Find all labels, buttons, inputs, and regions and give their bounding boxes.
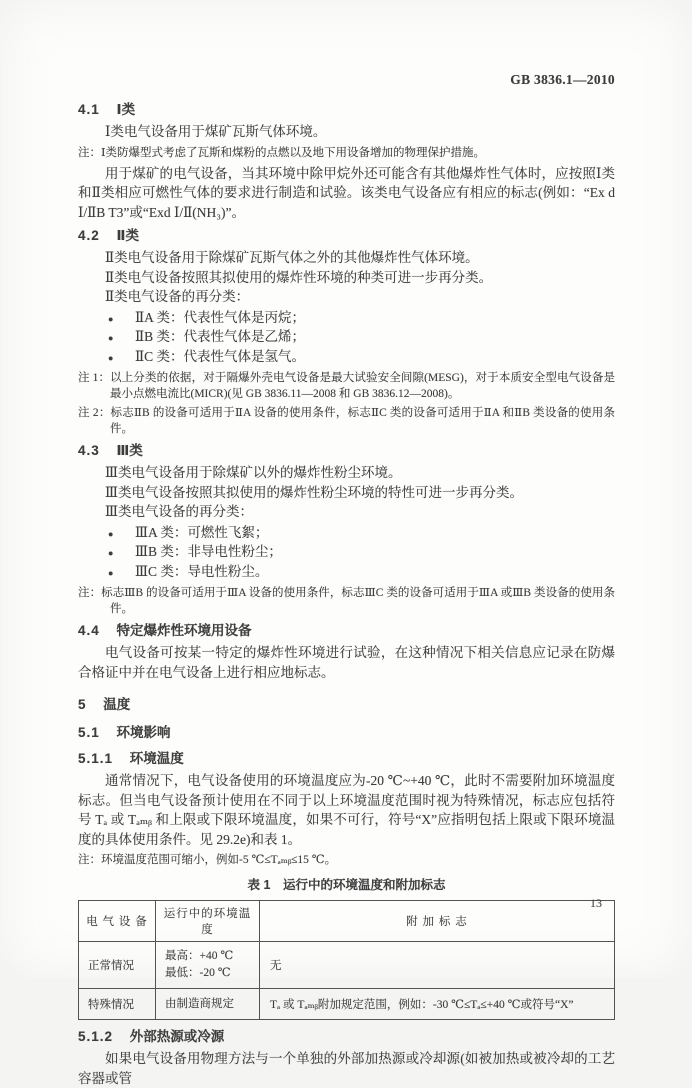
heading-number: 5 (78, 697, 87, 712)
paragraph: Ⅲ类电气设备的再分类： (105, 504, 254, 519)
bullet-icon: ● (108, 548, 114, 558)
list-item (78, 524, 615, 544)
note: 注：环境温度范围可缩小，例如-5 ℃≤Tₐₘᵦ≤15 ℃。 (78, 854, 337, 866)
table-header-row (79, 901, 615, 942)
paragraph: Ⅱ类电气设备用于除煤矿瓦斯气体之外的其他爆炸性气体环境。 (105, 250, 479, 265)
paragraph: Ⅱ类电气设备的再分类： (105, 289, 250, 304)
heading-title: Ⅰ类 (116, 102, 136, 117)
table-header-cell: 电 气 设 备 (79, 901, 156, 942)
document-content (78, 72, 615, 1088)
table-row (79, 989, 615, 1020)
table-cell (156, 942, 260, 989)
bullet-icon: ● (108, 333, 114, 343)
standard-number: GB 3836.1—2010 (510, 72, 615, 87)
section-4-3-heading (78, 442, 615, 460)
table-1 (78, 900, 615, 1020)
list-item (78, 543, 615, 563)
group-ii-classification-list (78, 309, 615, 368)
table-cell: 由制造商规定 (156, 989, 260, 1020)
list-item-text: ⅢA 类：可燃性飞絮； (135, 524, 269, 540)
list-item (78, 309, 615, 329)
table-row (79, 942, 615, 989)
section-5-1-1-heading (78, 750, 615, 768)
heading-title: 环境影响 (116, 725, 171, 740)
chapter-5-heading (78, 696, 615, 714)
heading-number: 5.1.1 (78, 751, 114, 766)
table-cell-line: 最低：-20 ℃ (165, 967, 231, 979)
list-item-text: ⅢC 类：导电性粉尘。 (135, 563, 269, 579)
heading-number: 4.1 (78, 102, 100, 117)
paragraph: Ⅱ类电气设备按照其拟使用的爆炸性环境的种类可进一步再分类。 (105, 269, 493, 285)
heading-title: 环境温度 (129, 751, 184, 766)
note: 注：Ⅰ类防爆型式考虑了瓦斯和煤粉的点燃以及地下用设备增加的物理保护措施。 (78, 146, 486, 159)
table-caption: 表 1 运行中的环境温度和附加标志 (247, 878, 446, 892)
note: 注：标志ⅢB 的设备可适用于ⅢA 设备的使用条件，标志ⅢC 类的设备可适用于ⅢA 或ⅢB 类设备的使用条件。 (78, 587, 615, 615)
bullet-icon: ● (108, 313, 114, 324)
paragraph: 电气设备可按某一特定的爆炸性环境进行试验，在这种情况下相关信息应记录在防爆合格证中并在电气设备上进行相应地标志。 (78, 645, 615, 680)
heading-number: 4.2 (78, 228, 100, 243)
heading-title: Ⅱ类 (116, 228, 139, 243)
heading-title: 特定爆炸性环境用设备 (116, 623, 252, 638)
table-cell-line: 最高：+40 ℃ (165, 950, 234, 962)
list-item-text: ⅡB 类：代表性气体是乙烯； (135, 329, 306, 344)
list-item-text: ⅡA 类：代表性气体是丙烷； (135, 309, 306, 325)
table-cell: Tₐ 或 Tₐₘᵦ附加规定范围，例如：-30 ℃≤Tₐ≤+40 ℃或符号“X” (260, 989, 615, 1020)
paragraph: Ⅲ类电气设备用于除煤矿以外的爆炸性粉尘环境。 (105, 465, 402, 480)
section-5-1-2-heading (78, 1028, 615, 1046)
list-item (78, 348, 615, 368)
bullet-icon: ● (108, 352, 114, 363)
list-item (78, 328, 615, 348)
heading-number: 4.3 (78, 443, 100, 458)
page-header (78, 72, 615, 88)
paragraph: 如果电气设备用物理方法与一个单独的外部加热源或冷却源(如被加热或被冷却的工艺容器或管 (78, 1051, 615, 1086)
heading-number: 5.1 (78, 725, 100, 740)
table-cell: 特殊情况 (79, 989, 156, 1020)
bullet-icon: ● (108, 567, 114, 578)
section-5-1-heading (78, 724, 615, 742)
group-iii-classification-list (78, 524, 615, 583)
section-4-1-heading (78, 101, 615, 119)
bullet-icon: ● (108, 528, 114, 539)
paragraph: Ⅲ类电气设备按照其拟使用的爆炸性粉尘环境的特性可进一步再分类。 (105, 484, 524, 500)
list-item (78, 563, 615, 583)
section-4-2-heading (78, 227, 615, 245)
table-cell: 正常情况 (79, 942, 156, 989)
table-header-cell: 运行中的环境温度 (156, 901, 260, 942)
list-item-text: ⅡC 类：代表性气体是氢气。 (135, 348, 306, 364)
note: 注 1：以上分类的依据，对于隔爆外壳电气设备是最大试验安全间隙(MESG)，对于本质安全型电气设备是最小点燃电流比(MICR)(见 GB 3836.11—2008 和 GB 3836.12—2008)。 (78, 372, 615, 400)
table-header-cell: 附 加 标 志 (260, 901, 615, 942)
note: 注 2：标志ⅡB 的设备可适用于ⅡA 设备的使用条件，标志ⅡC 类的设备可适用于ⅡA 和ⅡB 类设备的使用条件。 (78, 407, 615, 435)
section-4-4-heading (78, 622, 615, 640)
paragraph: Ⅰ类电气设备用于煤矿瓦斯气体环境。 (105, 124, 327, 139)
table-cell: 无 (260, 942, 615, 989)
heading-title: Ⅲ类 (116, 443, 143, 458)
heading-number: 5.1.2 (78, 1029, 114, 1044)
page-number: 13 (590, 896, 602, 910)
heading-title: 外部热源或冷源 (129, 1029, 225, 1044)
paragraph: 通常情况下，电气设备使用的环境温度应为-20 ℃~+40 ℃，此时不需要附加环境温度标志。但当电气设备预计使用在不同于以上环境温度范围时视为特殊情况，标志应包括符号 Tₐ 或 Tₐₘᵦ 和上限或下限环境温度，如果不可行，符号“X”应指明包括上限或下限环境温度的具体使用条件。见 29.2e)和表 1。 (78, 773, 615, 847)
heading-title: 温度 (103, 697, 131, 712)
paragraph: 用于煤矿的电气设备，当其环境中除甲烷外还可能含有其他爆炸性气体时，应按照Ⅰ类和Ⅱ类相应可燃性气体的要求进行制造和试验。该类电气设备应有相应的标志(例如：“Ex d Ⅰ/ⅡB T3”或“Exd Ⅰ/Ⅱ(NH₃)”。 (78, 165, 615, 220)
heading-number: 4.4 (78, 623, 100, 638)
list-item-text: ⅢB 类：非导电性粉尘； (135, 544, 282, 559)
